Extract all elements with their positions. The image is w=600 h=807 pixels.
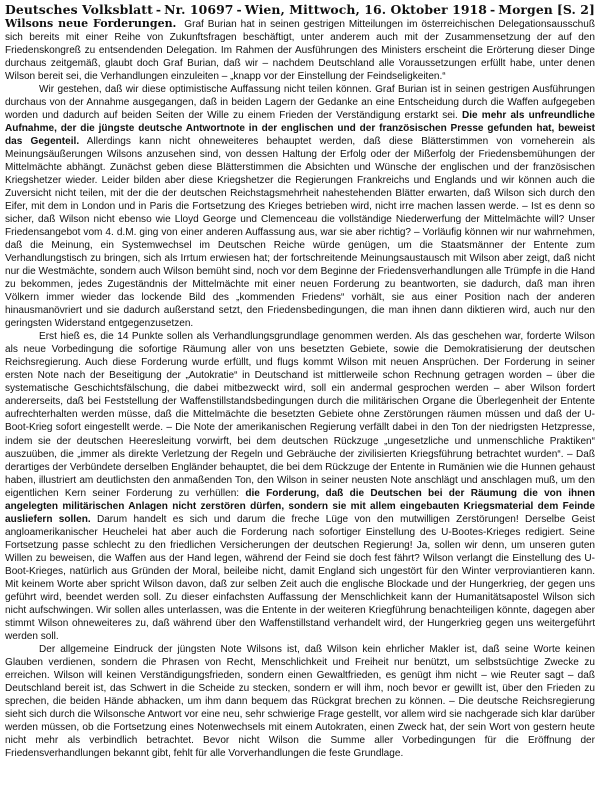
- article-paragraph: [5, 83, 595, 330]
- article-paragraph: [5, 330, 595, 642]
- bold-emphasis: Die mehr als unfreundliche Aufnahme, der die jüngste deutsche Antwortnote in der englischen und der französischen Presse gefunden hat, beweist das Gegenteil.: [5, 110, 595, 148]
- newspaper-name: Deutsches Volksblatt: [5, 2, 153, 17]
- article: [5, 17, 595, 760]
- paragraph-text: Erst hieß es, die 14 Punkte sollen als Verhandlungsgrundlage genommen werden. Als das geschehen war, forderte Wilson als neue Vorbedingung die sofortige Räumung aller von uns besetzten Gebiete, sowie die Demokratisierung der deutschen Reichsregierung. Auch diese Forderung wurde erfüllt, und flugs kommt Wilson mit neuen Ansprüchen. Der Forderung in seiner ersten Note nach der Beseitigung der „Autokratie“ in Deutschand ist mittlerweile schon Rechnung getragen worden – über die systematische Geschichtsfälschung, die dabei mitbezweckt wird, soll ein andermal gesprochen werden – aber Wilson fordert andererseits, daß bei Feststellung der Waffenstillstandsbedingungen durch die militärischen Organe die Überlegenheit der Entente aufrechterhalten werden müsse, daß die Mittelmächte die besetzten Gebiete ohne Zerstörungen räumen müssen und daß der U-Boot-Krieg sofort eingestellt werde. – Die Note der amerikanischen Regierung verfällt dabei in den Ton der niedrigsten Hetzpresse, indem sie der deutschen Heeresleitung vorwirft, bei dem deutschen Rückzuge „ungesetzliche und unmenschliche Praktiken“ auszuüben, die „immer als direkte Verletzung der Regeln und Gebräuche der zivilisierten Kriegsführung betrachtet wurden“. – Daß derartiges der Verbündete derselben Engländer behauptet, die bei dem Rückzuge der Entente in Rumänien wie die Hunnen gehaust haben, illustriert am deutlichsten den anmaßenden Ton, den Wilson in seiner neusten Note anschlägt und anschlagen muß, um den eigentlichen Kern seiner Forderung zu verhüllen:: [5, 331, 595, 499]
- article-paragraph: [5, 643, 595, 760]
- masthead: [5, 3, 595, 17]
- separator-dash: -: [490, 2, 496, 17]
- bold-emphasis: die Forderung, daß die Deutschen bei der Räumung die von ihnen angelegten militärischen Anlagen nicht zerstören dürfen, sondern sie mit allem eingebauten Kriegsmaterial dem Feinde ausliefern sollen.: [5, 487, 595, 525]
- paragraph-text: Graf Burian hat in seinen gestrigen Mitteilungen im österreichischen Delegationsausschuß sich bereits mit einer Reihe von Zukunftsfragen beschäftigt, unter anderem auch mit der Zusammensetzung der auf den Friedenskongreß zu entsendenden Delegation. Im Rahmen der Ausführungen des Ministers erscheint die Erörterung dieser Dinge durchaus zeitgemäß, glaubt doch Graf Burian, daß wir – nachdem Deutschland alle Voraussetzungen erfüllt habe, unter denen Wilson bereit sei, die Verhandlungen einzuleiten – „knapp vor der Einstellung der Feindseligkeiten.“: [5, 19, 595, 83]
- separator-dash: -: [155, 2, 162, 17]
- paragraph-text: Wir gestehen, daß wir diese optimistische Auffassung nicht teilen können. Graf Burian ist in seinen gestrigen Ausführungen durchaus von der Annahme ausgegangen, daß in beiden Lagern der Gedanke an eine Entscheidung durch die Waffen aufgegeben worden und dadurch auf beiden Seiten der Wille zu einem Frieden der Verständigung erstarkt sei.: [5, 84, 595, 122]
- masthead-left: [5, 3, 553, 17]
- separator-dash: -: [236, 2, 242, 17]
- article-headline: Wilsons neue Forderungen.: [5, 17, 177, 30]
- paragraph-text: Allerdings kann nicht ohneweiteres behauptet werden, daß diese Blätterstimmen von vorneherein als Meinungsäußerungen Wilsons anzusehen sind, von dessen Haltung der Erfolg oder der Mißerfolg der Friedensbemühungen der Mittelmächte abhängt. Zunächst geben diese Blätterstimmen die Absichten und Wünsche der englischen und der französischen Kriegshetzer wieder. Leider bilden aber diese Kriegshetzer die Regierungen Frankreichs und Englands und wir können auch die Zuversicht nicht teilen, mit der die der deutschen Reichstagsmehrheit nahestehenden Blätter erwarten, daß Wilson sich durch den Eifer, mit dem in London und in Paris die Fortsetzung des Krieges betrieben wird, nicht irre machen lassen werde. – Ist es denn so sicher, daß Wilson nicht ebenso wie Lloyd George und Clemenceau die vollständige Niederwerfung der Mittelmächte will? Unser Friedensangebot vom 4. d.M. ging von einer anderen Auffassung aus, war sie aber richtig? – Vorläufig können wir nur wahrnehmen, daß die Meinung, ein Systemwechsel im Deutschen Reiche würde genügen, um die Staatsmänner der Entente zum Verhandlungstisch zu bringen, sich als Irrtum erwiesen hat; der fortschreitende Meinungsaustausch mit Wilson aber zeigt, daß nicht nur die Westmächte, sondern auch Wilson bemüht sind, noch vor dem Beginne der Friedensverhandlungen alle Trümpfe in die Hand zu bekommen, jedes Zugeständnis der Mittelmächte mit einer neuen Forderung zu beantworten, sie dadurch, daß man ihren Völkern immer wieder das lockende Bild des „kommenden Friedens“ vorhält, sie aus einer Position nach der anderen hinausmanövriert und sie dadurch außerstand setzt, den Friedensbedingungen, die man ihnen dann diktieren wird, auch nur den geringsten Widerstand entgegenzusetzen.: [5, 136, 595, 330]
- issue-number: Nr. 10697: [164, 2, 234, 17]
- dateline: Wien, Mittwoch, 16. Oktober 1918: [244, 2, 487, 17]
- article-paragraph: [5, 17, 595, 83]
- page-number: [S. 2]: [556, 2, 595, 17]
- paragraph-text: Darum handelt es sich und darum die freche Lüge von den mutwilligen Zerstörungen! Derselbe Geist angloamerikanischer Heuchelei hat aber auch die Forderung nach sofortiger Einstellung des U-Bootes-Krieges redigiert. Seine Fortsetzung passe schlecht zu den friedlichen Versicherungen der deutschen Regierung! Ja, sollen wir denn, um unseren guten Willen zu beweisen, die Waffen aus der Hand legen, während der Feind sie doch fest fährt? Wilson verlangt die Einstellung des U-Boot-Krieges, natürlich aus Gründen der Moral, beileibe nicht, damit England sich ungestört für den Winter verproviantieren kann. Mit keinem Worte aber spricht Wilson davon, daß zur selben Zeit auch die englische Blockade und der Hungerkrieg, der gegen uns geführt wird, beendet werden soll. Zu dieser einfachsten Auffassung der Menschlichkeit kann der Humanitätsapostel Wilson sich nicht aufschwingen. Wir sollen alles unterlassen, was die Entente in der weiteren Kriegführung benachteiligen könnte, dagegen aber stimmt Wilson ohneweiteres zu, daß während über den Waffenstillstand verhandelt wird, der Hungerkrieg gegen uns weitergeführt werden soll.: [5, 513, 596, 642]
- paragraph-text: Der allgemeine Eindruck der jüngsten Note Wilsons ist, daß Wilson kein ehrlicher Makler ist, daß seine Worte keinen Glauben verdienen, sondern die Phrasen von Recht, Menschlichkeit und Freiheit nur benützt, um selbstsüchtige Zwecke zu erreichen. Wilson will keinen Verständigungsfrieden, sondern einen Gewaltfrieden, es genügt ihm nicht – wie Reuter sagt – daß Deutschland bereit ist, das Schwert in die Scheide zu stecken, sondern er will ihm, noch bevor er gewillt ist, über den Frieden zu sprechen, die beiden Hände abhacken, um ihm dann bequem das Rückgrat brechen zu können. – Die deutsche Reichsregierung sieht sich durch die Wilsonsche Antwort vor eine neu, sehr schwierige Frage gestellt, vor allem wird sie nachgerade sich klar darüber werden müssen, ob die Fortsetzung eines Notenwechsels mit einem Autokraten, einen Zweck hat, der sein Wort von gestern heute nicht mehr als verbindlich betrachtet. Bevor nicht Wilson die Summe aller Vorbedingungen für die Eröffnung der Friedensverhandlungen bekannt gibt, fehlt für alle Vorverhandlungen die feste Grundlage.: [5, 643, 595, 759]
- edition: Morgen: [498, 2, 553, 17]
